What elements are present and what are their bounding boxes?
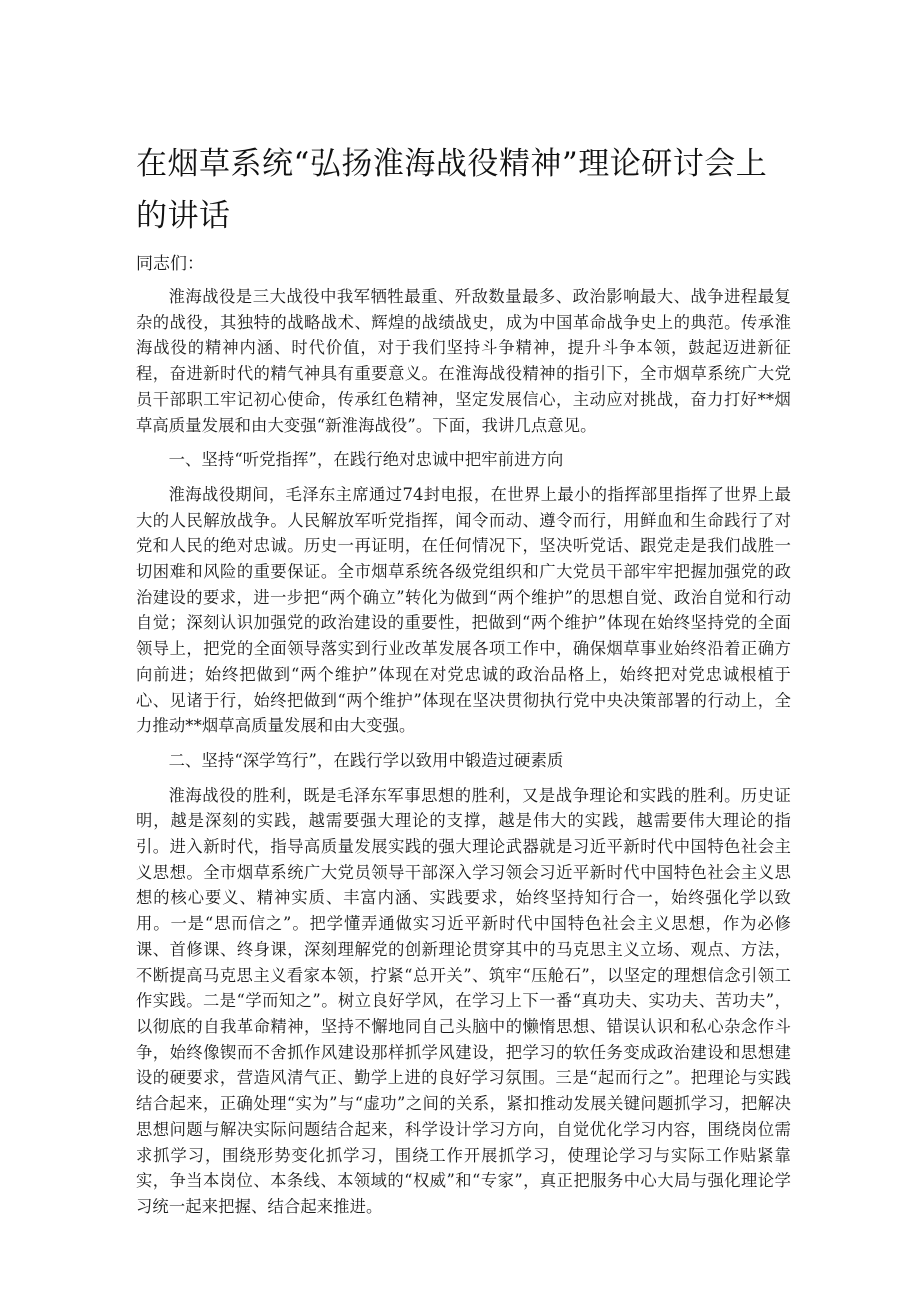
section-heading-2: 二、坚持“深学笃行”，在践行学以致用中锻造过硬素质 <box>168 750 564 770</box>
intro-paragraph: 淮海战役是三大战役中我军牺牲最重、歼敌数量最多、政治影响最大、战争进程最复杂的战役，其独特的战略战术、辉煌的战绩战史，成为中国革命战争史上的典范。传承淮海战役的精神内涵、时代价值，对于我们坚持斗争精神，提升斗争本领，鼓起迈进新征程，奋进新时代的精气神具有重要意义。在淮海战役精神的指引下，全市烟草系统广大党员干部职工牢记初心使命，传承红色精神，坚定发展信心，主动应对挑战，奋力打好**烟草高质量发展和由大变强“新淮海战役”。下面，我讲几点意见。 <box>136 287 791 435</box>
document-body <box>136 284 791 1220</box>
document-title: 在烟草系统“弘扬淮海战役精神”理论研讨会上的讲话 <box>136 146 768 234</box>
salutation: 同志们： <box>136 254 204 274</box>
section-1-paragraph: 淮海战役期间，毛泽东主席通过74封电报，在世界上最小的指挥部里指挥了世界上最大的人民解放战争。人民解放军听党指挥，闻令而动、遵令而行，用鲜血和生命践行了对党和人民的绝对忠诚。历史一再证明，在任何情况下，坚决听党话、跟党走是我们战胜一切困难和风险的重要保证。全市烟草系统各级党组织和广大党员干部牢牢把握加强党的政治建设的要求，进一步把“两个确立”转化为做到“两个维护”的思想自觉、政治自觉和行动自觉；深刻认识加强党的政治建设的重要性，把做到“两个维护”体现在始终坚持党的全面领导上，把党的全面领导落实到行业改革发展各项工作中，确保烟草事业始终沿着正确方向前进；始终把做到“两个维护”体现在对党忠诚的政治品格上，始终把对党忠诚根植于心、见诸于行，始终把做到“两个维护”体现在坚决贯彻执行党中央决策部署的行动上，全力推动**烟草高质量发展和由大变强。 <box>136 484 791 736</box>
section-2-paragraph: 淮海战役的胜利，既是毛泽东军事思想的胜利，又是战争理论和实践的胜利。历史证明，越是深刻的实践，越需要强大理论的支撑，越是伟大的实践，越需要伟大理论的指引。进入新时代，指导高质量发展实践的强大理论武器就是习近平新时代中国特色社会主义思想。全市烟草系统广大党员领导干部深入学习领会习近平新时代中国特色社会主义思想的核心要义、精神实质、丰富内涵、实践要求，始终坚持知行合一，始终强化学以致用。一是“思而信之”。把学懂弄通做实习近平新时代中国特色社会主义思想，作为必修课、首修课、终身课，深刻理解党的创新理论贯穿其中的马克思主义立场、观点、方法，不断提高马克思主义看家本领，拧紧“总开关”、筑牢“压舱石”，以坚定的理想信念引领工作实践。二是“学而知之”。树立良好学风，在学习上下一番“真功夫、实功夫、苦功夫”，以彻底的自我革命精神，坚持不懈地同自己头脑中的懒惰思想、错误认识和私心杂念作斗争，始终像锲而不舍抓作风建设那样抓学风建设，把学习的软任务变成政治建设和思想建设的硬要求，营造风清气正、勤学上进的良好学习氛围。三是“起而行之”。把理论与实践结合起来，正确处理“实为”与“虚功”之间的关系，紧扣推动发展关键问题抓学习，把解决思想问题与解决实际问题结合起来，科学设计学习方向，自觉优化学习内容，围绕岗位需求抓学习，围绕形势变化抓学习，围绕工作开展抓学习，使理论学习与实际工作贴紧靠实，争当本岗位、本条线、本领域的“权威”和“专家”，真正把服务中心大局与强化理论学习统一起来把握、结合起来推进。 <box>136 785 791 1216</box>
section-heading-1: 一、坚持“听党指挥”，在践行绝对忠诚中把牢前进方向 <box>168 450 564 470</box>
